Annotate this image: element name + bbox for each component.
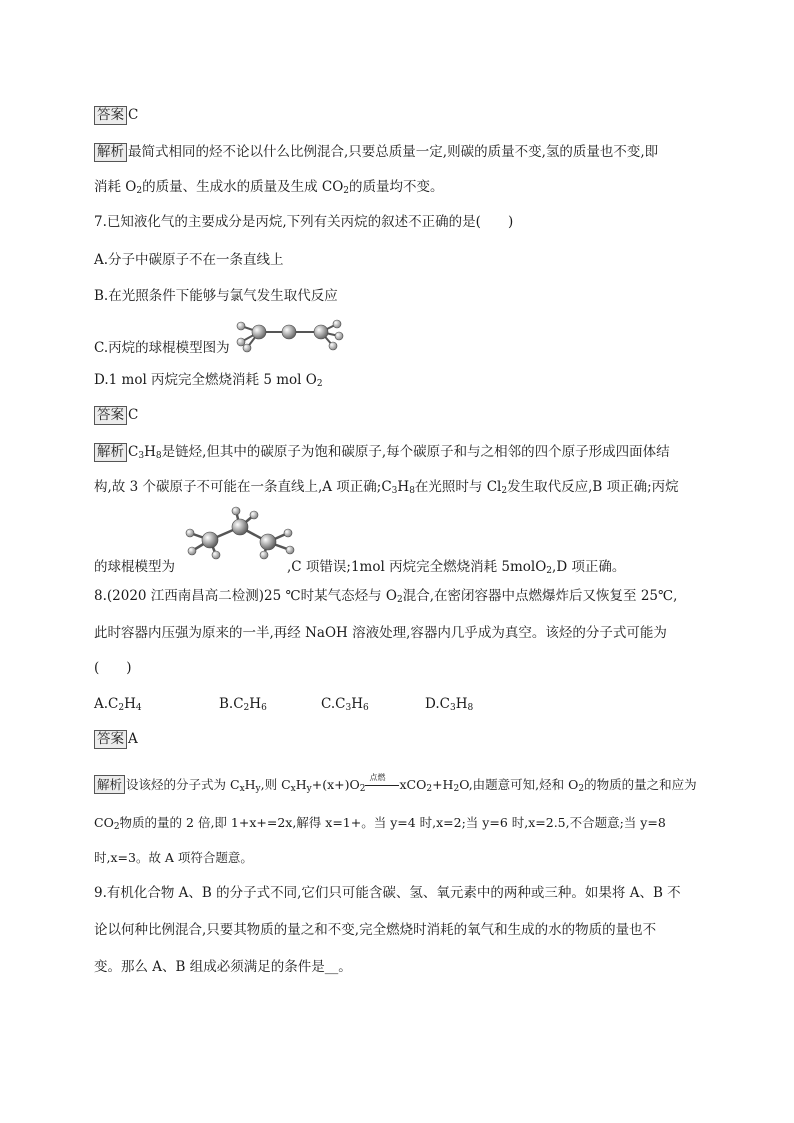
q9-line2: 论以何种比例混合,只要其物质的量之和不变,完全燃烧时消耗的氧气和生成的水的物质的量也不 [94,922,657,938]
q6-analysis-line1 [94,142,658,162]
q8-option-c: $C.C_3H_6$ [321,696,369,713]
q8-stem-line3: ( ) [94,660,132,676]
q7-option-d: D.1 mol 丙烷完全燃烧消耗 5 mol $O_2$ [94,372,323,389]
q8-stem-line1: 8.(2020 江西南昌高二检测)25 ℃时某气态烃与 $O_2$混合,在密闭容器中点燃爆炸后又恢复至 25℃, [94,588,678,605]
answer-tag: 答案 [94,106,127,125]
q7-stem: 7.已知液化气的主要成分是丙烷,下列有关丙烷的叙述不正确的是( ) [94,214,514,230]
q8-analysis-line3: 时,x=3。故 A 项符合题意。 [94,850,253,865]
q8-option-a: $A.C_2H_4$ [94,696,142,713]
q6-answer: C [128,107,139,123]
analysis-tag: 解析 [94,143,127,162]
q8-stem-line2: 此时容器内压强为原来的一半,再经 NaOH 溶液处理,容器内几乎成为真空。该烃的分子式可能为 [94,625,667,641]
q7-analysis-line3: 的球棍模型为 ,C 项错误;1mol 丙烷完全燃烧消耗 5molO$_2$,D 项正确。 [94,559,626,576]
q9-line3: 变。那么 A、B 组成必须满足的条件是__。 [94,959,352,975]
q6-analysis-text: 最简式相同的烃不论以什么比例混合,只要总质量一定,则碳的质量不变,氢的质量也不变,即 [128,144,659,160]
q8-option-d: $D.C_3H_8$ [425,696,474,713]
q8-answer-line [94,729,138,749]
q6-analysis-line2: 消耗 $O_2$的质量、生成水的质量及生成 $CO_2$的质量均不变。 [94,179,444,196]
q7-answer-line [94,405,138,425]
reaction-arrow: 点燃 [365,777,399,791]
q6-answer-line [94,105,138,125]
linear-ball-stick-model-image [233,318,348,354]
q7-analysis-line2: 构,故 3 个碳原子不可能在一条直线上,A 项正确$;C_3H_8$在光照时与 $Cl_2$发生取代反应,B 项正确;丙烷 [94,479,679,496]
q7-option-b: B.在光照条件下能够与氯气发生取代反应 [94,288,338,304]
q8-answer: A [128,731,138,747]
q8-analysis-line1: 解析 设该烃的分子式为 $C_xH_y$,则 $C_xH_y+(x+)O_2$ 点燃 $xCO_2+H_2O$,由题意可知,烃和 $O_2$的物质的量之和应为 [94,775,697,795]
q8-option-b: $B.C_2H_6$ [219,696,267,713]
analysis-tag: 解析 [94,443,127,462]
q7-option-a: A.分子中碳原子不在一条直线上 [94,252,284,268]
q7-analysis-line1: 解析 $C_3H_8$是链烃,但其中的碳原子为饱和碳原子,每个碳原子和与之相邻的四个原子形成四面体结 [94,442,670,462]
q7-option-c: C.丙烷的球棍模型图为 [94,340,230,356]
answer-tag: 答案 [94,730,127,749]
analysis-tag: 解析 [94,775,125,794]
q9-line1: 9.有机化合物 A、B 的分子式不同,它们只可能含碳、氢、氧元素中的两种或三种。如果将 A、B 不 [94,885,681,901]
answer-tag: 答案 [94,406,127,425]
propane-ball-stick-model-image [180,505,300,560]
q7-answer: C [128,407,139,423]
q8-analysis-line2: $CO_2$物质的量的 2 倍,即 1+x+=2x,解得 x=1+。当 y=4 时,x=2;当 y=6 时,x=2.5,不合题意;当 y=8 [94,815,666,832]
